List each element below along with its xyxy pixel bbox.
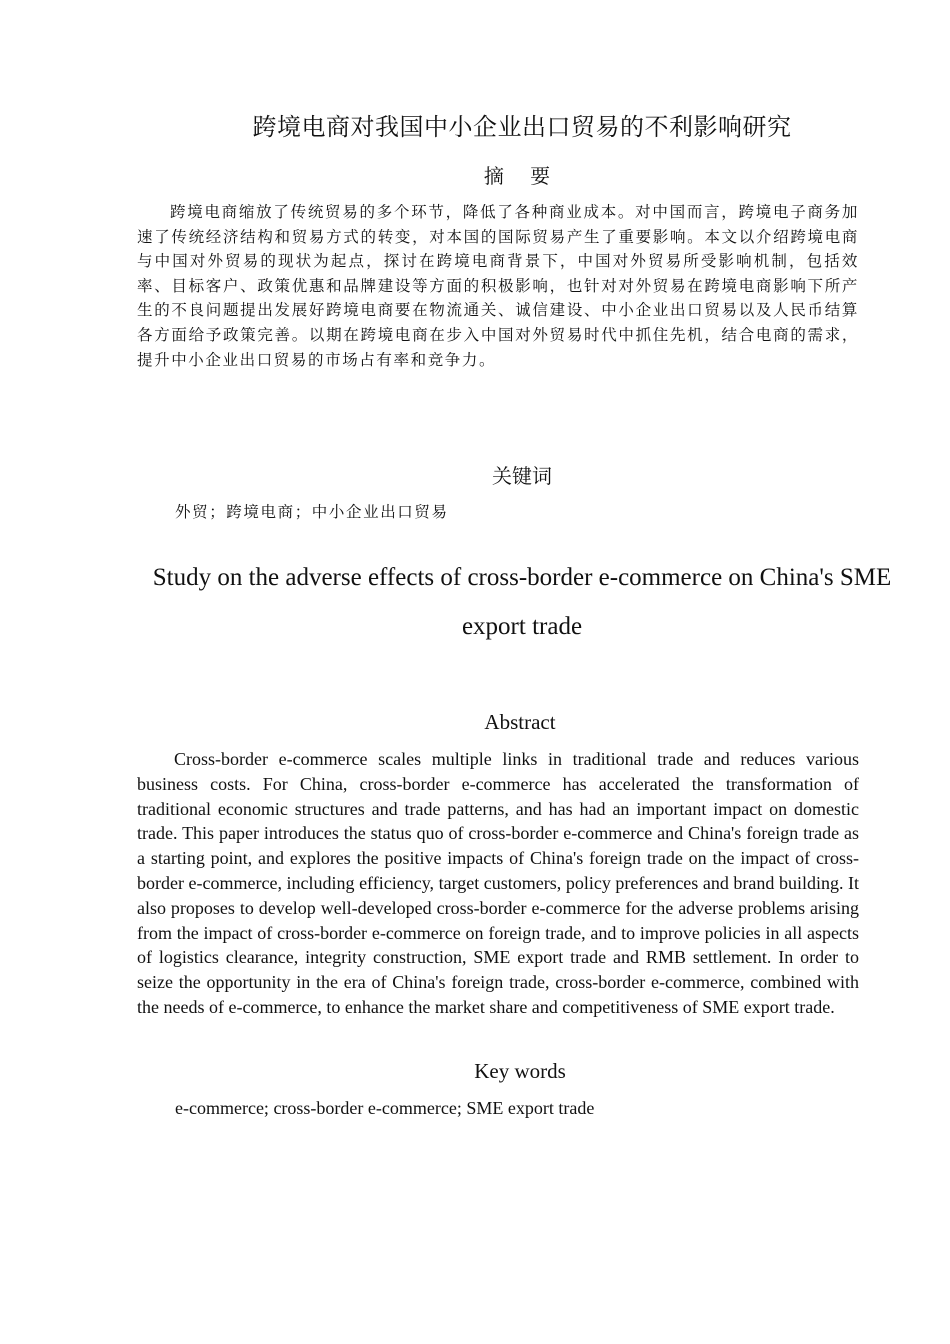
chinese-keywords: 外贸；跨境电商；中小企业出口贸易 bbox=[175, 503, 449, 521]
english-keywords-heading: Key words bbox=[474, 1059, 566, 1083]
english-keywords: e-commerce; cross-border e-commerce; SME export trade bbox=[175, 1098, 595, 1118]
english-title: Study on the adverse effects of cross-border e-commerce on China's SME export trade bbox=[152, 564, 892, 640]
english-abstract-heading: Abstract bbox=[484, 710, 556, 734]
chinese-keywords-heading: 关键词 bbox=[492, 464, 552, 488]
chinese-abstract-heading: 摘 要 bbox=[483, 164, 561, 188]
english-abstract-text: Cross-border e-commerce scales multiple links in traditional trade and reduces various business costs. For China, cross-border e-commerce has accelerated the transformation of traditional economic structures and trade patterns, and has had an important impact on domestic trade. This paper introduces the status quo of cross-border e-commerce and China's foreign trade as a starting point, and explores the positive impacts of China's foreign trade on the impact of cross-border e-commerce, including efficiency, target customers, policy preferences and brand building. It also proposes to develop well-developed cross-border e-commerce for the adverse problems arising from the impact of cross-border e-commerce on foreign trade, and to improve policies in all aspects of logistics clearance, integrity construction, SME export trade and RMB settlement. In order to seize the opportunity in the era of China's foreign trade, cross-border e-commerce, combined with the needs of e-commerce, to enhance the market share and competitiveness of SME export trade. bbox=[137, 749, 859, 1017]
chinese-abstract-text: 跨境电商缩放了传统贸易的多个环节，降低了各种商业成本。对中国而言，跨境电子商务加速了传统经济结构和贸易方式的转变，对本国的国际贸易产生了重要影响。本文以介绍跨境电商与中国对外贸易的现状为起点，探讨在跨境电商背景下，中国对外贸易所受影响机制，包括效率、目标客户、政策优惠和品牌建设等方面的积极影响，也针对对外贸易在跨境电商影响下所产生的不良问题提出发展好跨境电商要在物流通关、诚信建设、中小企业出口贸易以及人民币结算各方面给予政策完善。以期在跨境电商在步入中国对外贸易时代中抓住先机，结合电商的需求，提升中小企业出口贸易的市场占有率和竞争力。 bbox=[137, 203, 859, 369]
chinese-title: 跨境电商对我国中小企业出口贸易的不利影响研究 bbox=[252, 113, 792, 141]
